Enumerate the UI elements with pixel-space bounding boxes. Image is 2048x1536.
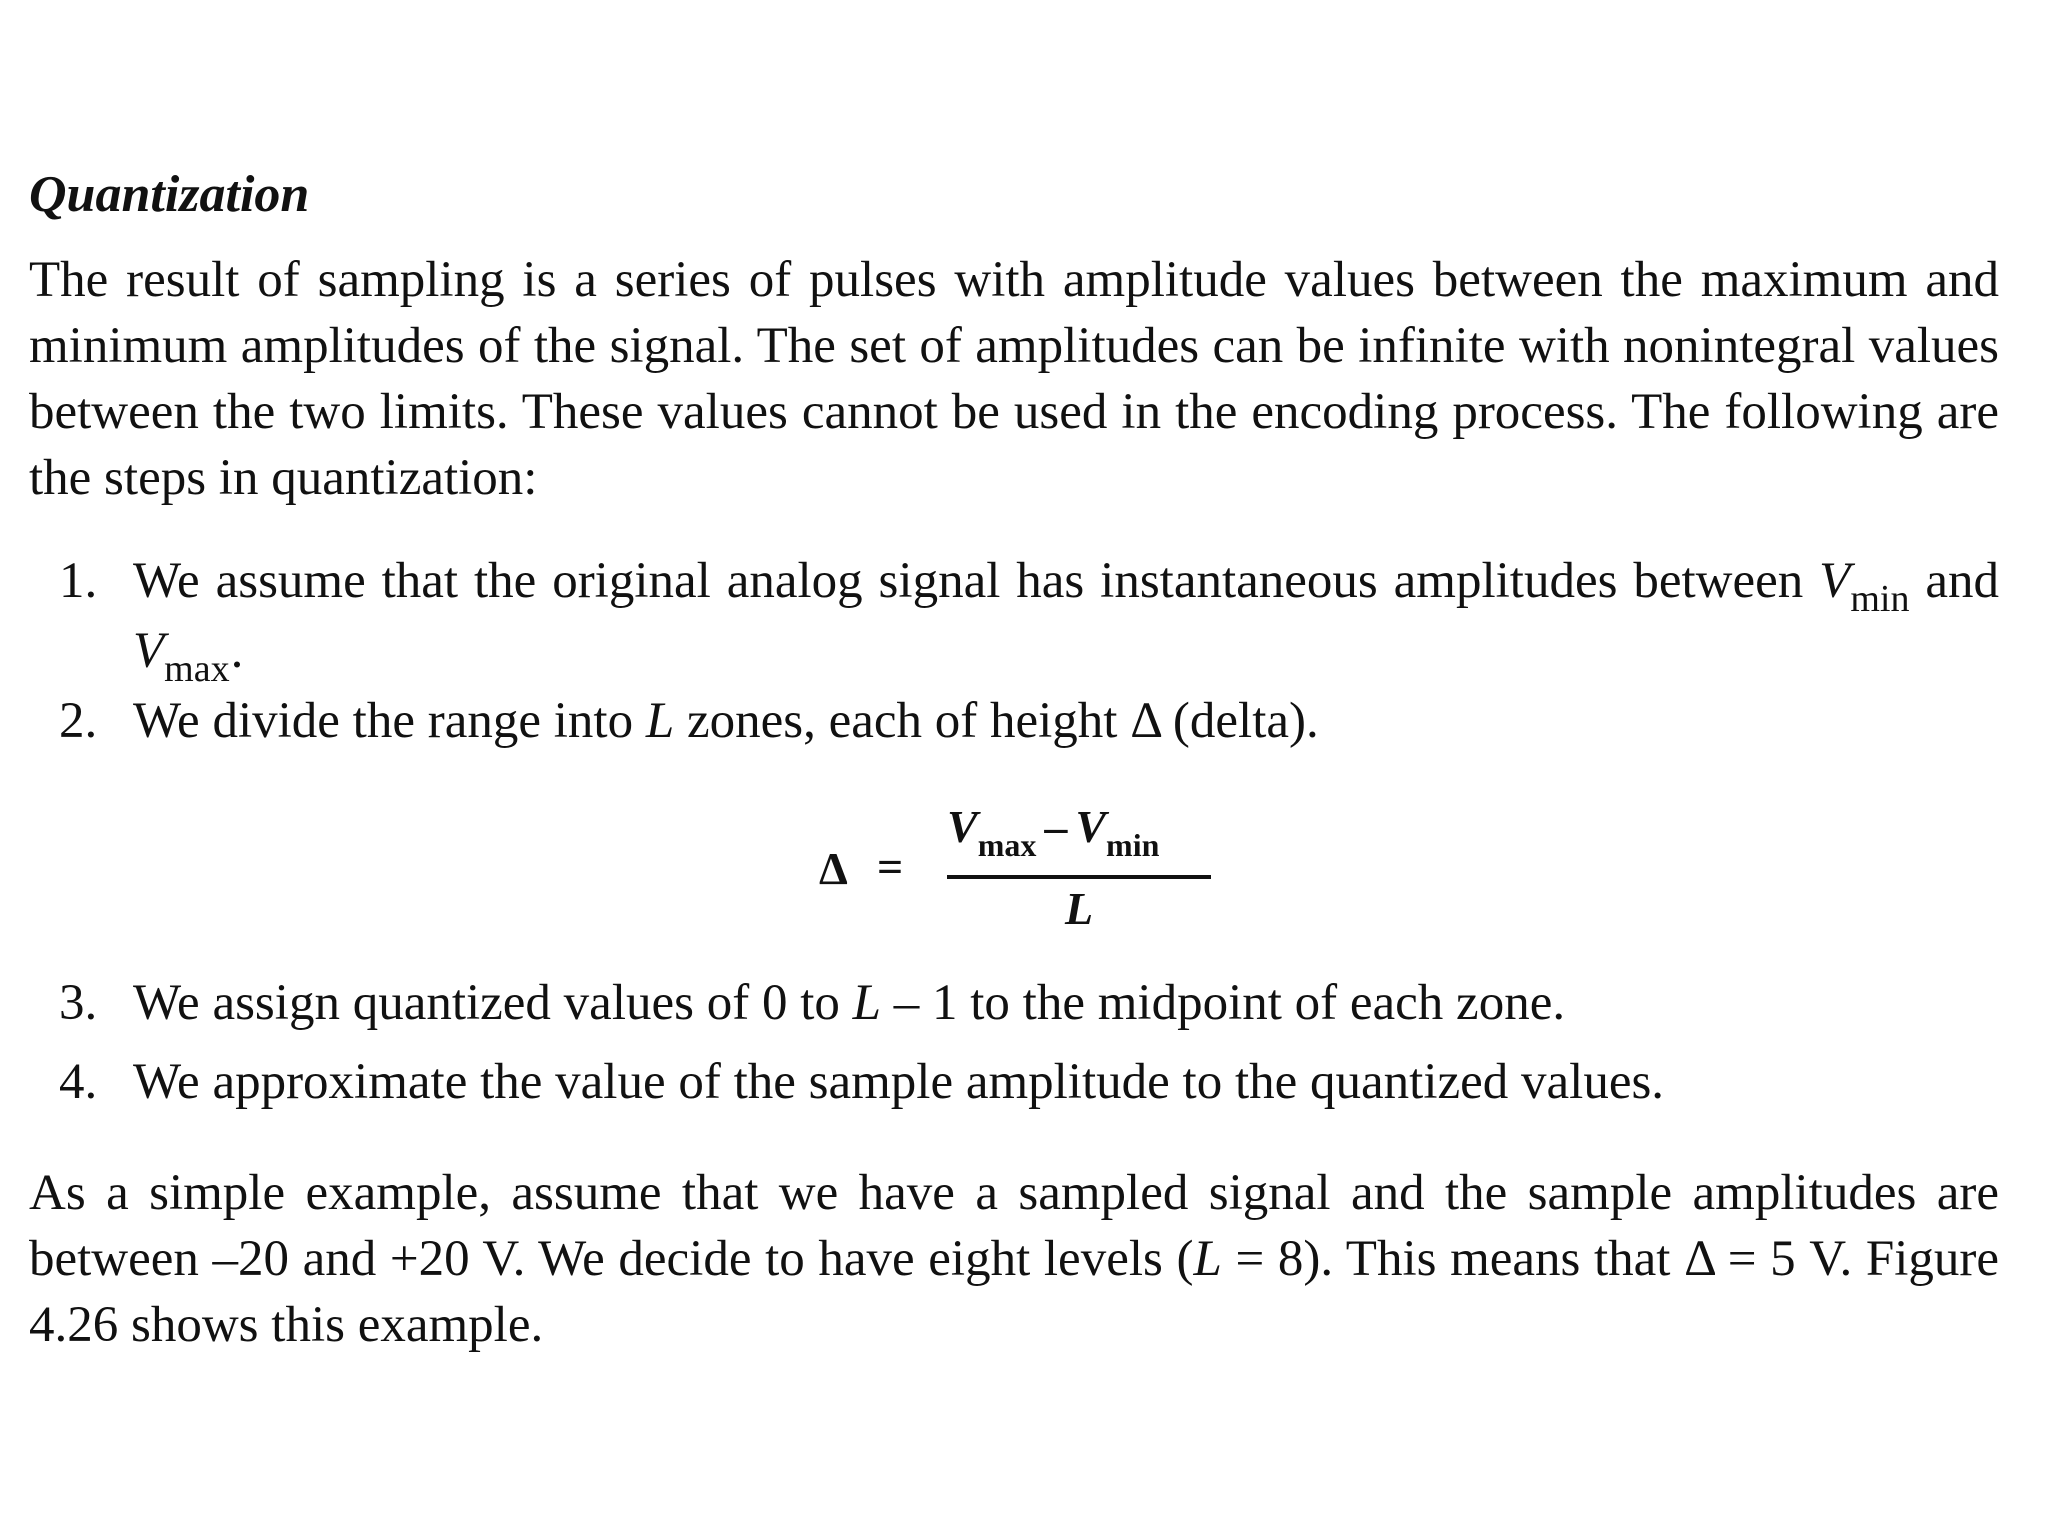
- list-number: 2.: [59, 693, 98, 749]
- variable-v: V: [1819, 553, 1851, 609]
- formula-equals: =: [877, 841, 904, 892]
- fraction-bar: [947, 875, 1211, 879]
- list-number: 3.: [59, 975, 98, 1031]
- subscript-min: min: [1106, 827, 1160, 863]
- list-text: We divide the range into: [133, 693, 646, 749]
- list-text: We assume that the original analog signal has instantaneous amplitudes between: [133, 553, 1820, 609]
- list-item-3: [29, 970, 1999, 1036]
- document-page: [29, 0, 1999, 1536]
- formula-lhs: Δ: [819, 843, 848, 894]
- example-paragraph: [29, 1160, 1999, 1358]
- list-number: 1.: [59, 553, 98, 609]
- variable-v: V: [133, 623, 165, 679]
- variable-l: L: [645, 693, 675, 749]
- list-text: We assign quantized values of 0 to: [133, 975, 853, 1031]
- steps-list: [29, 548, 1999, 754]
- variable-v: V: [947, 801, 978, 852]
- delta-formula: [819, 800, 1239, 950]
- variable-l: L: [1193, 1231, 1222, 1287]
- list-item-1: [29, 548, 1999, 688]
- subscript-max: max: [977, 827, 1037, 863]
- list-text: zones, each of height Δ (delta).: [674, 693, 1319, 749]
- example-text: = 8). This means that Δ = 5 V. Figure 4.26 shows this example.: [29, 1231, 1999, 1353]
- list-text: – 1 to the midpoint of each zone.: [881, 975, 1566, 1031]
- example-text: As a simple example, assume that we have a sampled signal and the sample amplitudes are between –20 and +20 V. We decide to have eight levels (: [29, 1165, 1999, 1287]
- list-text: We approximate the value of the sample amplitude to the quantized values.: [133, 1054, 1665, 1110]
- intro-paragraph: The result of sampling is a series of pulses with amplitude values between the maximum and minimum amplitudes of the signal. The set of amplitudes can be infinite with nonintegral values between the two limits. These values cannot be used in the encoding process. The following are the steps in quantization:: [29, 252, 1999, 506]
- variable-l: L: [852, 975, 882, 1031]
- list-item-4: [29, 1049, 1999, 1115]
- list-text: .: [230, 623, 244, 679]
- steps-list-continued: [29, 970, 1999, 1115]
- section-heading: Quantization: [29, 166, 310, 223]
- list-text: and: [1909, 553, 1999, 609]
- list-item-2: [29, 688, 1999, 754]
- formula-denominator: L: [1064, 883, 1094, 934]
- variable-v: V: [1075, 801, 1107, 852]
- list-number: 4.: [59, 1054, 98, 1110]
- subscript-min: min: [1850, 578, 1910, 620]
- formula-numerator: [947, 800, 1211, 874]
- minus-sign: –: [1044, 801, 1068, 852]
- subscript-max: max: [164, 648, 230, 690]
